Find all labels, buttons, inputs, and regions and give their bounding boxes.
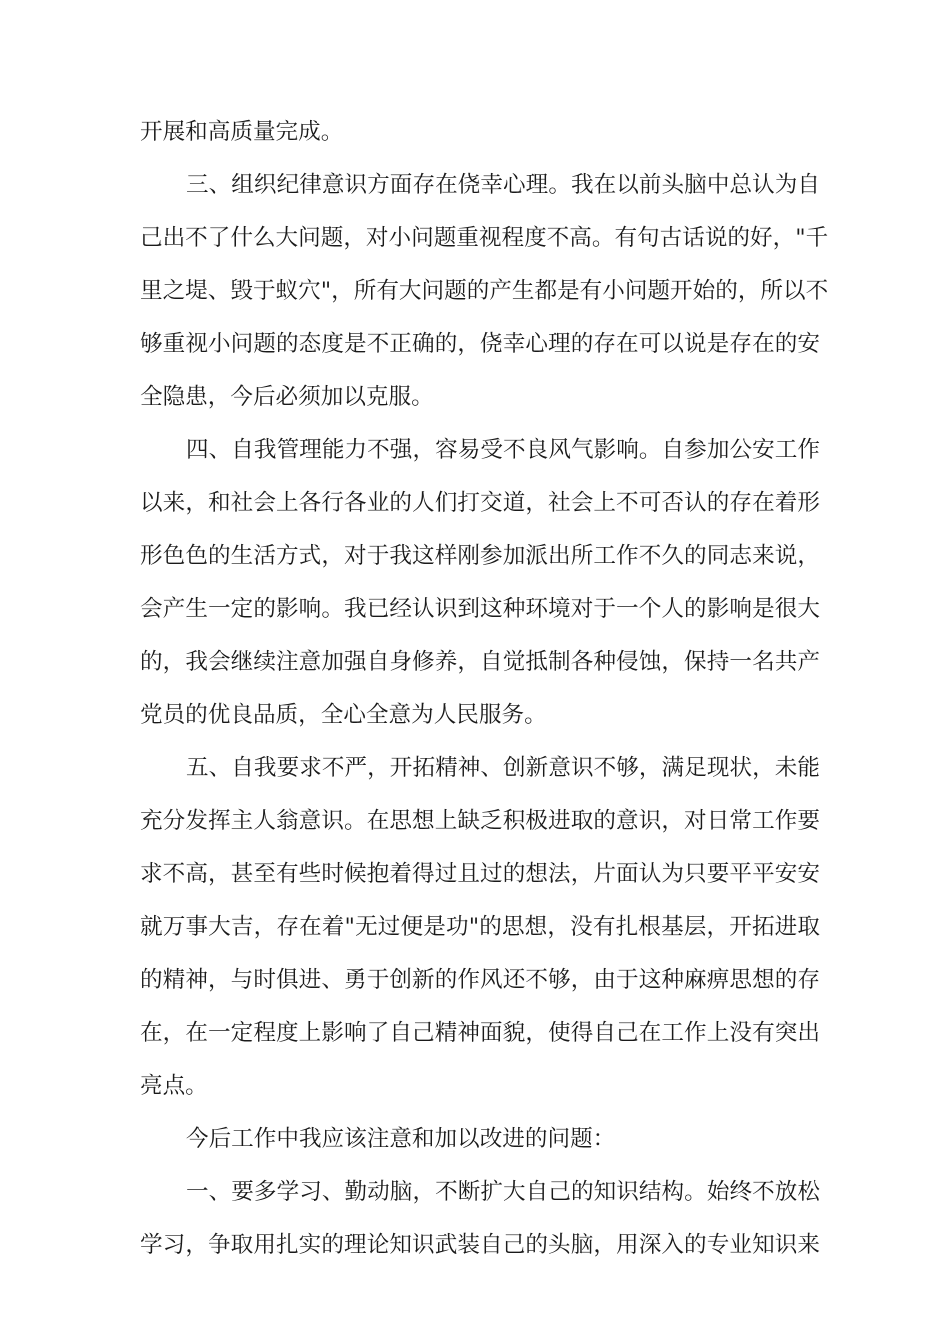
section-heading: 今后工作中我应该注意和加以改进的问题： <box>186 1126 616 1152</box>
paragraph-five-line: 五、自我要求不严，开拓精神、创新意识不够，满足现状，未能 <box>186 755 820 781</box>
paragraph-four-line: 党员的优良品质，全心全意为人民服务。 <box>140 702 547 728</box>
paragraph-four-line: 形色色的生活方式，对于我这样刚参加派出所工作不久的同志来说， <box>140 543 820 569</box>
paragraph-five-line: 就万事大吉，存在着"无过便是功"的思想，没有扎根基层，开拓进取 <box>140 914 820 940</box>
paragraph-four-line: 会产生一定的影响。我已经认识到这种环境对于一个人的影响是很大 <box>140 596 820 622</box>
paragraph-five-line: 亮点。 <box>140 1073 208 1099</box>
paragraph-three-line: 里之堤、毁于蚁穴"，所有大问题的产生都是有小问题开始的，所以不 <box>140 278 829 304</box>
paragraph-three-line: 够重视小问题的态度是不正确的，侥幸心理的存在可以说是存在的安 <box>140 331 820 357</box>
paragraph-five-line: 充分发挥主人翁意识。在思想上缺乏积极进取的意识，对日常工作要 <box>140 808 820 834</box>
paragraph-three-line: 全隐患，今后必须加以克服。 <box>140 384 434 410</box>
paragraph-three-line: 三、组织纪律意识方面存在侥幸心理。我在以前头脑中总认为自 <box>186 172 820 198</box>
paragraph-four-line: 以来，和社会上各行各业的人们打交道，社会上不可否认的存在着形 <box>140 490 820 516</box>
paragraph-four-line: 四、自我管理能力不强，容易受不良风气影响。自参加公安工作 <box>186 437 820 463</box>
paragraph-four-line: 的，我会继续注意加强自身修养，自觉抵制各种侵蚀，保持一名共产 <box>140 649 820 675</box>
paragraph-five-line: 求不高，甚至有些时候抱着得过且过的想法，片面认为只要平平安安 <box>140 861 820 887</box>
improvement-one-line: 一、要多学习、勤动脑，不断扩大自己的知识结构。始终不放松 <box>186 1179 820 1205</box>
paragraph-three-line: 己出不了什么大问题，对小问题重视程度不高。有句古话说的好，"千 <box>140 225 829 251</box>
paragraph-five-line: 在，在一定程度上影响了自己精神面貌，使得自己在工作上没有突出 <box>140 1020 820 1046</box>
paragraph-five-line: 的精神，与时俱进、勇于创新的作风还不够，由于这种麻痹思想的存 <box>140 967 820 993</box>
text-line: 开展和高质量完成。 <box>140 119 344 145</box>
improvement-one-line: 学习，争取用扎实的理论知识武装自己的头脑，用深入的专业知识来 <box>140 1232 820 1258</box>
